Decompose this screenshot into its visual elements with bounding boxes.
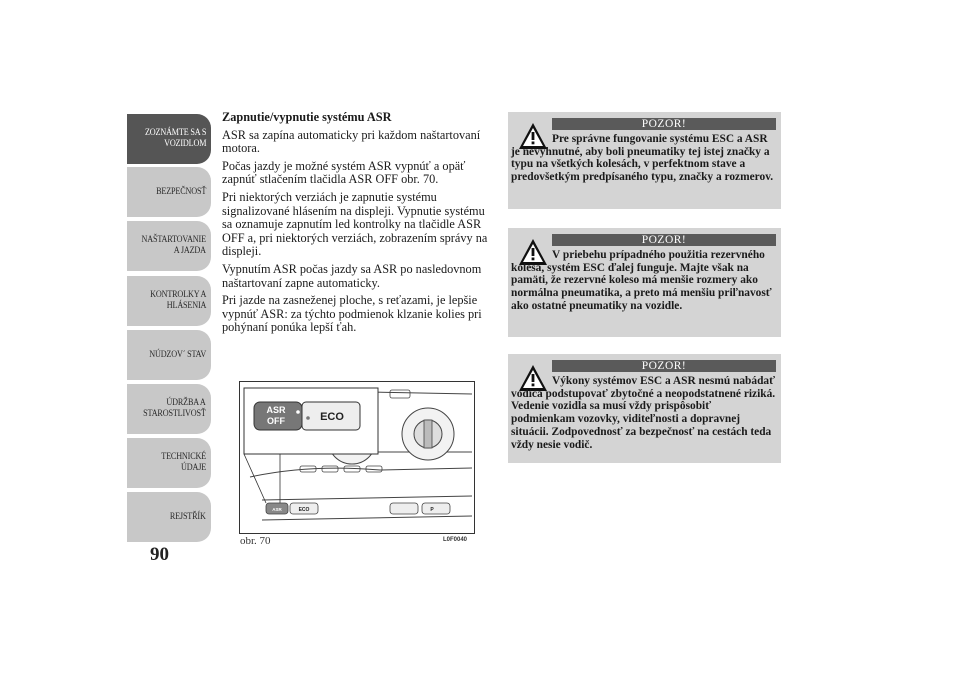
sidebar-tab-label: REJSTŘÍK [170,511,206,522]
paragraph: Pri jazde na zasneženej ploche, s reťazami, je lepšie vypnúť ASR: za týchto podmienok klzanie kolies pri pohýnaní ponúka lepší ťah. [222,293,482,335]
warning-text: Pre správne fungovanie systému ESC a ASR je nevyhnutné, aby boli pneumatiky tej istej značky a typu na všetkých kolesách, v perfektnom stave a predovšetkým predpísaného typu, značky a rozmerov. [511,133,774,184]
sidebar-tab-index[interactable] [127,492,211,542]
sidebar-tab-safety[interactable] [127,167,211,217]
figure-caption: obr. 70 [240,535,271,547]
paragraph: ASR sa zapína automaticky pri každom naštartovaní motora. [222,127,481,156]
sidebar-tab-label: BEZPEČNOSŤ [155,186,206,197]
small-eco-label: ECO [298,507,310,513]
sidebar-tab-label: ZOZNÁMTE SA S VOZIDLOM [144,128,206,149]
warning-title: POZOR! [552,118,776,130]
button-eco-label: ECO [320,411,344,423]
figure-dashboard-illustration [239,381,475,534]
small-asr-label: ASR [272,507,282,512]
sidebar-tab-label: NÚDZOV´ STAV [149,349,206,360]
dashboard-line-drawing [240,382,474,533]
page-number: 90 [150,544,169,565]
sidebar-tab-label: KONTROLKY A HLÁSENIA [149,290,206,311]
sidebar-tab-intro[interactable] [127,114,211,164]
figure-code: L0F0040 [443,537,468,543]
sidebar-tab-starting[interactable] [127,221,211,271]
sidebar-tab-label: TECHNICKÉ ÚDAJE [161,452,206,473]
sidebar-tab-label: NAŠTARTOVANIE A JAZDA [141,235,206,256]
paragraph: Vypnutím ASR počas jazdy sa ASR po nasledovnom naštartovaní zapne automaticky. [222,261,482,290]
small-p-label: P [430,507,434,513]
warning-text: Výkony systémov ESC a ASR nesmú nabádať vodiča podstupovať zbytočné a neopodstatnené riziká. Vedenie vozidla sa musí vždy prispôsobiť podmienkam vozovky, viditeľnosti a dopravnej situácii. Zodpovednosť za bezpečnosť na cestách teda vždy nesie vodič. [511,375,776,451]
warning-box [508,354,781,463]
section-heading: Zapnutie/vypnutie systému ASR [222,110,392,124]
warning-box [508,112,781,209]
main-text-column [222,111,490,339]
sidebar-tab-label: ÚDRŽBA A STAROSTLIVOSŤ [143,398,206,419]
button-off-label: OFF [267,416,285,426]
sidebar-tab-technical[interactable] [127,438,211,488]
warning-box [508,228,781,337]
sidebar-tab-emergency[interactable] [127,330,211,380]
sidebar-tab-warnings[interactable] [127,276,211,326]
paragraph: Počas jazdy je možné systém ASR vypnúť a opäť zapnúť stlačením tlačidla ASR OFF obr. 70. [222,158,466,187]
warning-text: V priebehu prípadného použitia rezervného kolesa, systém ESC ďalej funguje. Majte však na pamäti, že rezervné koleso má menšie rozmery ako normálna pneumatika, a preto má menšiu priľnavosť ako ostatné pneumatiky na vozidle. [511,249,772,312]
warning-title: POZOR! [552,360,776,372]
paragraph: Pri niektorých verziách je zapnutie systému signalizované hlásením na displeji. Vypnutie systému sa oznamuje zapnutím led kontrolky na tlačidle ASR OFF a, pri niektorých verziách, zobrazením správy na displeji. [222,189,488,259]
warning-title: POZOR! [552,234,776,246]
sidebar-tab-maintenance[interactable] [127,384,211,434]
button-asr-label: ASR [266,405,286,415]
